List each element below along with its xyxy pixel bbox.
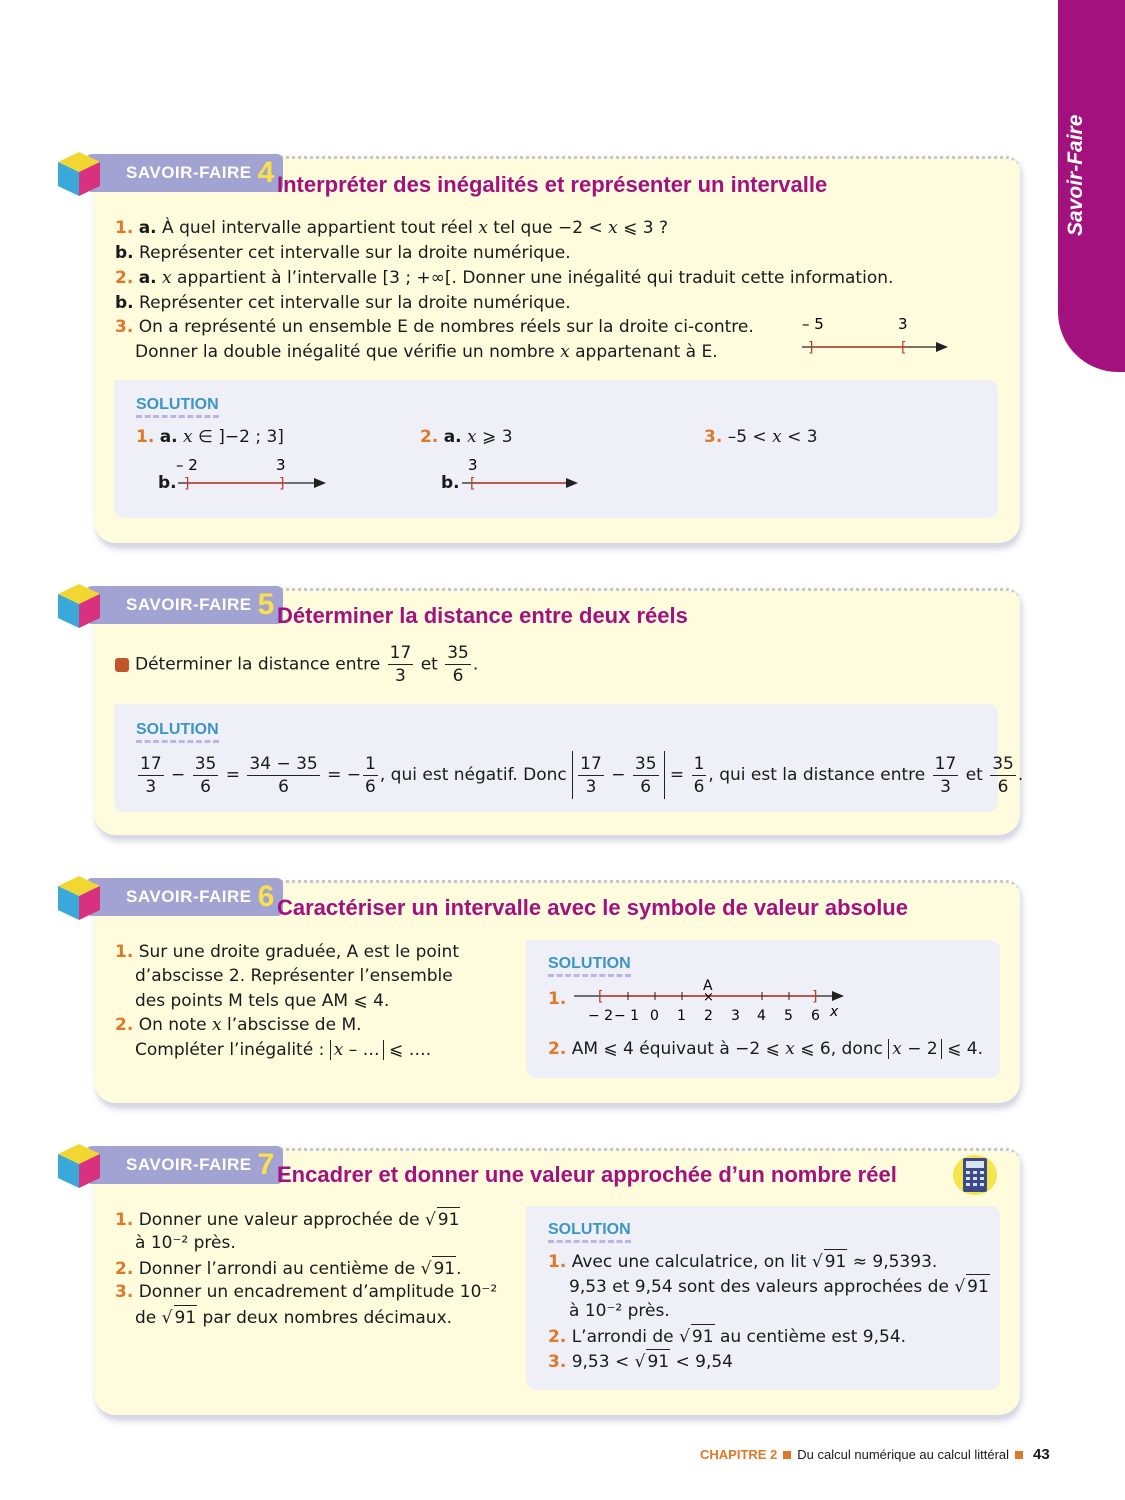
svg-text:− 1: − 1 <box>614 1008 640 1024</box>
savoir-faire-6-badge: SAVOIR-FAIRE 6 <box>86 878 283 916</box>
sf4-solution-2b-line <box>460 454 590 496</box>
svg-text:3: 3 <box>468 456 478 474</box>
sf4-question-2a: 2. a. x appartient à l’intervalle [3 ; +∞[. Donner une inégalité qui traduit cette information. <box>115 268 894 288</box>
sf4-solution-1b-line <box>176 454 336 496</box>
sf7-question-3: 3. Donner un encadrement d’amplitude 10⁻² <box>115 1282 498 1302</box>
sf4-question-1a: 1. a. À quel intervalle appartient tout réel x tel que −2 < x ⩽ 3 ? <box>115 218 668 238</box>
badge-label: SAVOIR-FAIRE <box>126 163 252 182</box>
sf7-solution-label: SOLUTION <box>548 1221 631 1243</box>
sf4-question-3-line2: Donner la double inégalité que vérifie un nombre x appartenant à E. <box>135 342 718 362</box>
svg-text:0: 0 <box>650 1008 659 1024</box>
svg-text:]: ] <box>812 989 818 1005</box>
sf4-solution-1a: 1. a. x ∈ ]−2 ; 3] <box>136 427 284 447</box>
svg-text:A: A <box>703 978 713 994</box>
svg-text:6: 6 <box>811 1008 820 1024</box>
svg-text:]: ] <box>279 476 285 492</box>
sf7-solution-1: 1. Avec une calculatrice, on lit √ 91 ≈ 9,5393. <box>548 1249 937 1274</box>
savoir-faire-5-badge: SAVOIR-FAIRE 5 <box>86 586 283 624</box>
svg-text:2: 2 <box>704 1008 713 1024</box>
sf7-question-1: 1. Donner une valeur approchée de √ 91 <box>115 1207 460 1232</box>
svg-text:– 5: – 5 <box>802 315 824 333</box>
sf7-question-1-line2: à 10⁻² près. <box>135 1233 236 1253</box>
sf6-number-line <box>572 974 852 1024</box>
svg-text:1: 1 <box>677 1008 686 1024</box>
footer-square-icon <box>1015 1451 1023 1459</box>
sf4-solution-label: SOLUTION <box>136 396 219 418</box>
svg-text:]: ] <box>184 476 190 492</box>
svg-text:– 2: – 2 <box>176 456 198 474</box>
svg-text:x: x <box>830 1004 839 1020</box>
sf4-question-2b: b. Représenter cet intervalle sur la droite numérique. <box>115 293 571 313</box>
savoir-faire-7-badge: SAVOIR-FAIRE 7 <box>86 1146 283 1184</box>
sf6-question-1: 1. Sur une droite graduée, A est le point <box>115 942 459 962</box>
sf4-solution-3: 3. –5 < x < 3 <box>704 427 818 447</box>
cube-icon <box>56 1142 102 1190</box>
savoir-faire-7-title: Encadrer et donner une valeur approchée d’un nombre réel <box>277 1162 897 1187</box>
savoir-faire-4-title: Interpréter des inégalités et représenter un intervalle <box>277 172 828 197</box>
savoir-faire-5-title: Déterminer la distance entre deux réels <box>277 603 688 628</box>
svg-text:− 2: − 2 <box>588 1008 614 1024</box>
svg-text:4: 4 <box>757 1008 766 1024</box>
sf6-solution-2: 2. AM ⩽ 4 équivaut à −2 ⩽ x ⩽ 6, donc x − 2 ⩽ 4. <box>548 1039 984 1059</box>
sf5-question: Déterminer la distance entre $\frac{17}{3}$ et $\frac{35}{6}$ . <box>115 642 478 687</box>
sf6-solution-label: SOLUTION <box>548 955 631 977</box>
svg-text:[: [ <box>598 989 604 1005</box>
sf7-solution-1-line3: à 10⁻² près. <box>569 1301 670 1321</box>
footer-square-icon <box>783 1451 791 1459</box>
svg-text:3: 3 <box>276 456 286 474</box>
sf7-solution-3: 3. 9,53 < √ 91 < 9,54 <box>548 1349 733 1374</box>
savoir-faire-6-title: Caractériser un intervalle avec le symbole de valeur absolue <box>277 895 908 920</box>
sf7-question-2: 2. Donner l’arrondi au centième de √ 91. <box>115 1256 462 1281</box>
sf4-solution-1b-label: b. <box>158 473 177 493</box>
sf7-solution-2: 2. L’arrondi de √ 91 au centième est 9,54. <box>548 1324 906 1349</box>
sf4-question-3: 3. On a représenté un ensemble E de nombres réels sur la droite ci-contre. <box>115 317 754 337</box>
sf5-solution-label: SOLUTION <box>136 721 219 743</box>
svg-text:5: 5 <box>784 1008 793 1024</box>
sf6-question-2: 2. On note x l’abscisse de M. <box>115 1015 362 1035</box>
svg-text:[: [ <box>901 340 907 356</box>
bullet-icon <box>115 658 129 672</box>
svg-text:]: ] <box>808 340 814 356</box>
sf5-solution-text: $\frac{17}{3}$ − $\frac{35}{6}$ = $\frac{34 - 35}{6}$ = − $\frac{1}{6}$ , qui est négatif. Donc $\frac{17}{3}$ − $\frac{35}{6}$ = $\frac{1}{6}$ , qui est la distance entre $\frac{17}{3}$ et $\frac{35}{6}$ . <box>136 751 1023 799</box>
cube-icon <box>56 874 102 922</box>
svg-text:3: 3 <box>898 315 908 333</box>
sf6-question-1-line3: des points M tels que AM ⩽ 4. <box>135 991 390 1011</box>
sf4-solution-2a: 2. a. x ⩾ 3 <box>420 427 513 447</box>
sf4-solution-box <box>114 380 998 518</box>
page-number: 43 <box>1033 1446 1050 1463</box>
footer-chapter: CHAPITRE 2 <box>700 1447 778 1462</box>
sf4-solution-2b-label: b. <box>441 473 460 493</box>
svg-text:[: [ <box>470 476 476 492</box>
sf7-solution-1-line2: 9,53 et 9,54 sont des valeurs approchées de √ 91 <box>569 1274 990 1299</box>
sf7-question-3-line2: de √ 91 par deux nombres décimaux. <box>135 1305 452 1330</box>
sf6-question-2-line2: Compléter l’inégalité : x – … ⩽ …. <box>135 1040 432 1060</box>
cube-icon <box>56 582 102 630</box>
savoir-faire-4-badge <box>86 154 283 192</box>
svg-text:3: 3 <box>731 1008 740 1024</box>
calculator-icon <box>952 1154 998 1196</box>
sf6-solution-1-num: 1. <box>548 989 567 1009</box>
sf6-question-1-line2: d’abscisse 2. Représenter l’ensemble <box>135 966 453 986</box>
svg-text:×: × <box>703 990 714 1005</box>
badge-number: 4 <box>257 156 275 189</box>
side-tab-label: Savoir-Faire <box>1064 114 1087 236</box>
cube-icon <box>56 150 102 198</box>
page-footer <box>700 1446 1050 1463</box>
footer-title: Du calcul numérique au calcul littéral <box>797 1447 1010 1462</box>
sf4-number-line-e <box>798 314 958 358</box>
sf4-question-1b: b. Représenter cet intervalle sur la droite numérique. <box>115 243 571 263</box>
